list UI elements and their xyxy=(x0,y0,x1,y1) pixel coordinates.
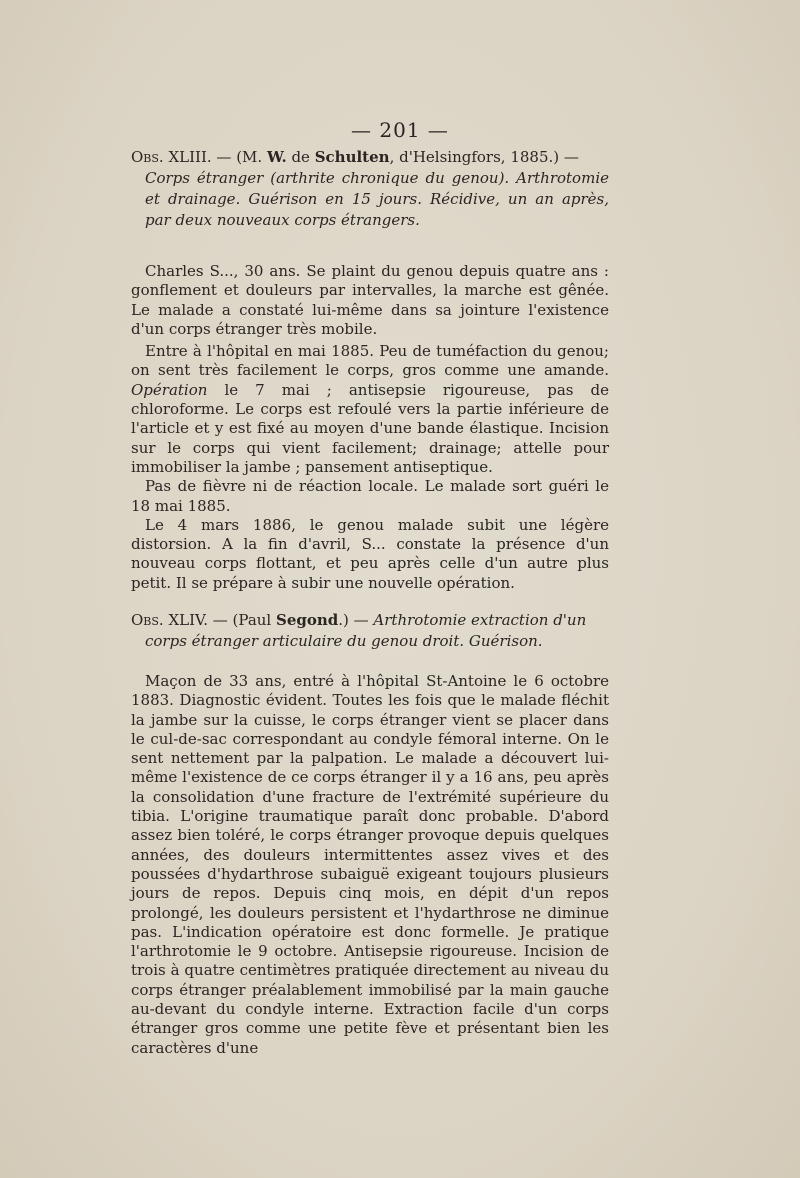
paragraph-text: Entre à l'hôpital en mai 1885. Peu de tuméfaction du genou; on sent très facilement le corps, gros comme une amande. xyxy=(131,342,609,380)
paragraph xyxy=(131,342,609,477)
obs-44-title-part: Arthrotomie extraction d'un xyxy=(373,611,587,629)
obs-44-body xyxy=(131,672,609,1058)
page-number: — 201 — xyxy=(351,118,449,142)
obs-43-body xyxy=(131,262,609,593)
obs-43-subtitle: Corps étranger (arthrite chronique du genou). Arthrotomie et drainage. Guérison en 15 jours. Récidive, un an après, par deux nouveaux corps étrangers. xyxy=(145,169,609,229)
obs-dash: — (Paul xyxy=(208,611,276,629)
obs-44-subtitle: corps étranger articulaire du genou droit. Guérison. xyxy=(145,632,543,650)
paragraph: Le 4 mars 1886, le genou malade subit une légère distorsion. A la fin d'avril, S... constate la présence d'un nouveau corps flottant, et peu après celle d'un autre plus petit. Il se prépare à subir une nouvelle opération. xyxy=(131,515,609,592)
operation-term: Opération xyxy=(131,380,208,399)
author-name: Schulten xyxy=(314,148,390,166)
paragraph: Maçon de 33 ans, entré à l'hôpital St-Antoine le 6 octobre 1883. Diagnostic évident. Toutes les fois que le malade fléchit la jambe sur la cuisse, le corps étranger vient se placer dans le cul-de-sac correspondant au condyle fémoral interne. On le sent nettement par la palpation. Le malade a découvert lui-même l'existence de ce corps étranger il y a 16 ans, peu après la consolidation d'une fracture de l'extrémité supérieure du tibia. L'origine traumatique paraît donc probable. D'abord assez bien toléré, le corps étranger provoque depuis quelques années, des douleurs intermittentes assez vives et des poussées d'hydarthrose subaiguë exigeant toujours plusieurs jours de repos. Depuis cinq mois, en dépit d'un repos prolongé, les douleurs persistent et l'hydarthrose ne diminue pas. L'indication opératoire est donc formelle. Je pratique l'arthrotomie le 9 octobre. Antisepsie rigoureuse. Incision de trois à quatre centimètres pratiquée directement au niveau du corps étranger préalablement immobilisé par la main gauche au-devant du condyle interne. Extraction facile d'un corps étranger gros comme une petite fève et présentant bien les caractères d'une xyxy=(131,672,609,1057)
obs-dash: .) — xyxy=(338,611,374,629)
obs-number: XLIV. xyxy=(168,611,209,629)
author-particle: de xyxy=(286,148,315,166)
obs-label: Obs. xyxy=(131,148,164,166)
obs-43-title-line xyxy=(131,147,609,168)
obs-44-heading xyxy=(131,610,609,652)
obs-label: Obs. xyxy=(131,611,164,629)
obs-dash: — (M. xyxy=(211,148,267,166)
obs-43-heading xyxy=(131,147,609,231)
obs-44-title-line xyxy=(131,610,609,631)
obs-number: XLIII. xyxy=(168,148,212,166)
author-name: Segond xyxy=(276,611,339,629)
author-initial: W. xyxy=(266,148,287,166)
paragraph-text: le 7 mai ; antisepsie rigoureuse, pas de chloroforme. Le corps est refoulé vers la partie inférieure de l'article et y est fixé au moyen d'une bande élastique. Incision sur le corps qui vient facilement; drainage; attelle pour immobiliser la jambe ; pansement antiseptique. xyxy=(131,380,609,476)
paragraph: Charles S..., 30 ans. Se plaint du genou depuis quatre ans : gonflement et douleurs par intervalles, la marche est gênée. Le malade a constaté lui-même dans sa jointure l'existence d'un corps étranger très mobile. xyxy=(131,262,609,338)
obs-place: , d'Helsingfors, 1885.) — xyxy=(389,148,579,166)
paragraph: Pas de fièvre ni de réaction locale. Le malade sort guéri le 18 mai 1885. xyxy=(131,477,609,515)
